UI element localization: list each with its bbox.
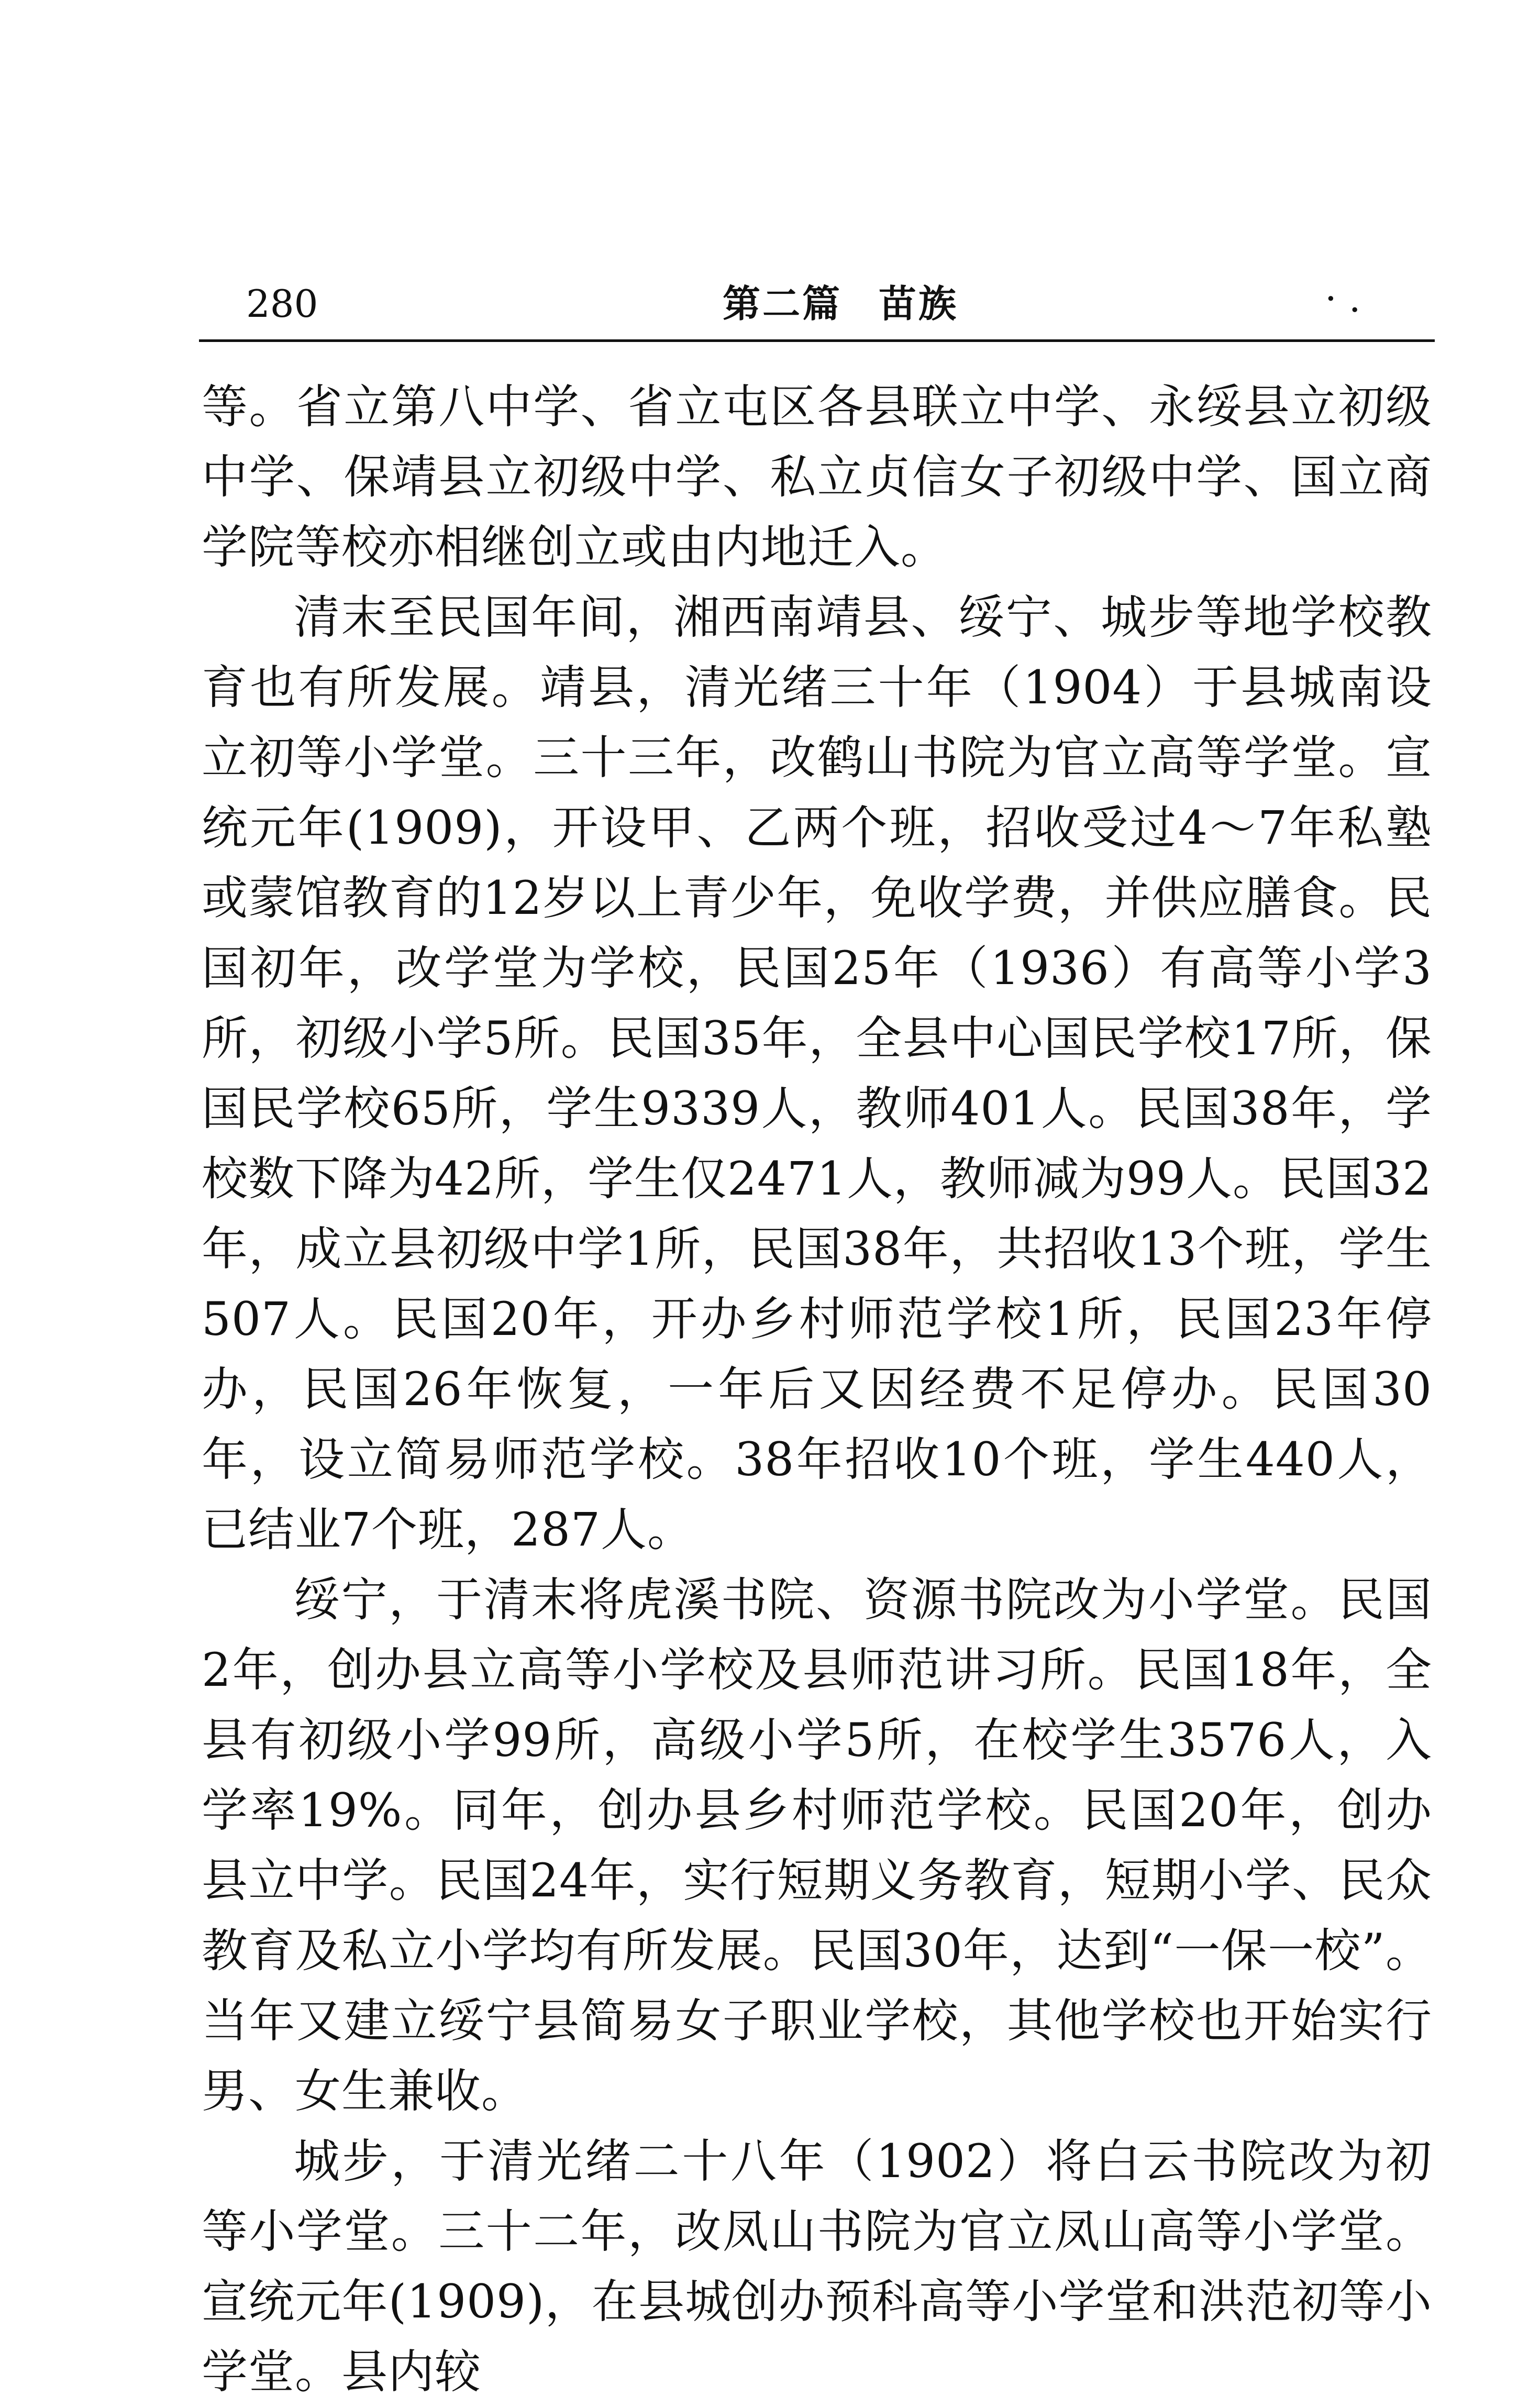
subsection-title: 苗族 xyxy=(879,282,959,326)
section-title: 第二篇 xyxy=(723,282,843,326)
body-text xyxy=(202,372,1432,2407)
page-header xyxy=(199,272,1435,330)
page-number: 280 xyxy=(246,282,318,326)
paragraph-suining: 绥宁，于清末将虎溪书院、资源书院改为小学堂。民国2年，创办县立高等小学校及县师范讲习所。民国18年，全县有初级小学99所，高级小学5所，在校学生3576人，入学率19%。同年，创办县乡村师范学校。民国20年，创办县立中学。民国24年，实行短期义务教育，短期小学、民众教育及私立小学均有所发展。民国30年，达到“一保一校”。当年又建立绥宁县简易女子职业学校，其他学校也开始实行男、女生兼收。 xyxy=(202,1573,1432,2118)
header-rule xyxy=(199,339,1435,342)
paragraph-chengbu: 城步，于清光绪二十八年（1902）将白云书院改为初等小学堂。三十二年，改凤山书院为官立凤山高等小学堂。宣统元年(1909)，在县城创办预科高等小学堂和洪范初等小学堂。县内较 xyxy=(202,2134,1432,2399)
paragraph-continuation: 等。省立第八中学、省立屯区各县联立中学、永绥县立初级中学、保靖县立初级中学、私立贞信女子初级中学、国立商学院等校亦相继创立或由内地迁入。 xyxy=(202,380,1432,574)
running-title xyxy=(723,283,958,325)
paragraph-jingxian: 清末至民国年间，湘西南靖县、绥宁、城步等地学校教育也有所发展。靖县，清光绪三十年（1904）于县城南设立初等小学堂。三十三年，改鹤山书院为官立高等学堂。宣统元年(1909)，开设甲、乙两个班，招收受过4～7年私塾或蒙馆教育的12岁以上青少年，免收学费，并供应膳食。民国初年，改学堂为学校，民国25年（1936）有高等小学3所，初级小学5所。民国35年，全县中心国民学校17所，保国民学校65所，学生9339人，教师401人。民国38年，学校数下降为42所，学生仅2471人，教师减为99人。民国32年，成立县初级中学1所，民国38年，共招收13个班，学生507人。民国20年，开办乡村师范学校1所，民国23年停办，民国26年恢复，一年后又因经费不足停办。民国30年，设立简易师范学校。38年招收10个班，学生440人，已结业7个班，287人。 xyxy=(202,590,1432,1556)
header-mark: · . xyxy=(1325,277,1361,321)
